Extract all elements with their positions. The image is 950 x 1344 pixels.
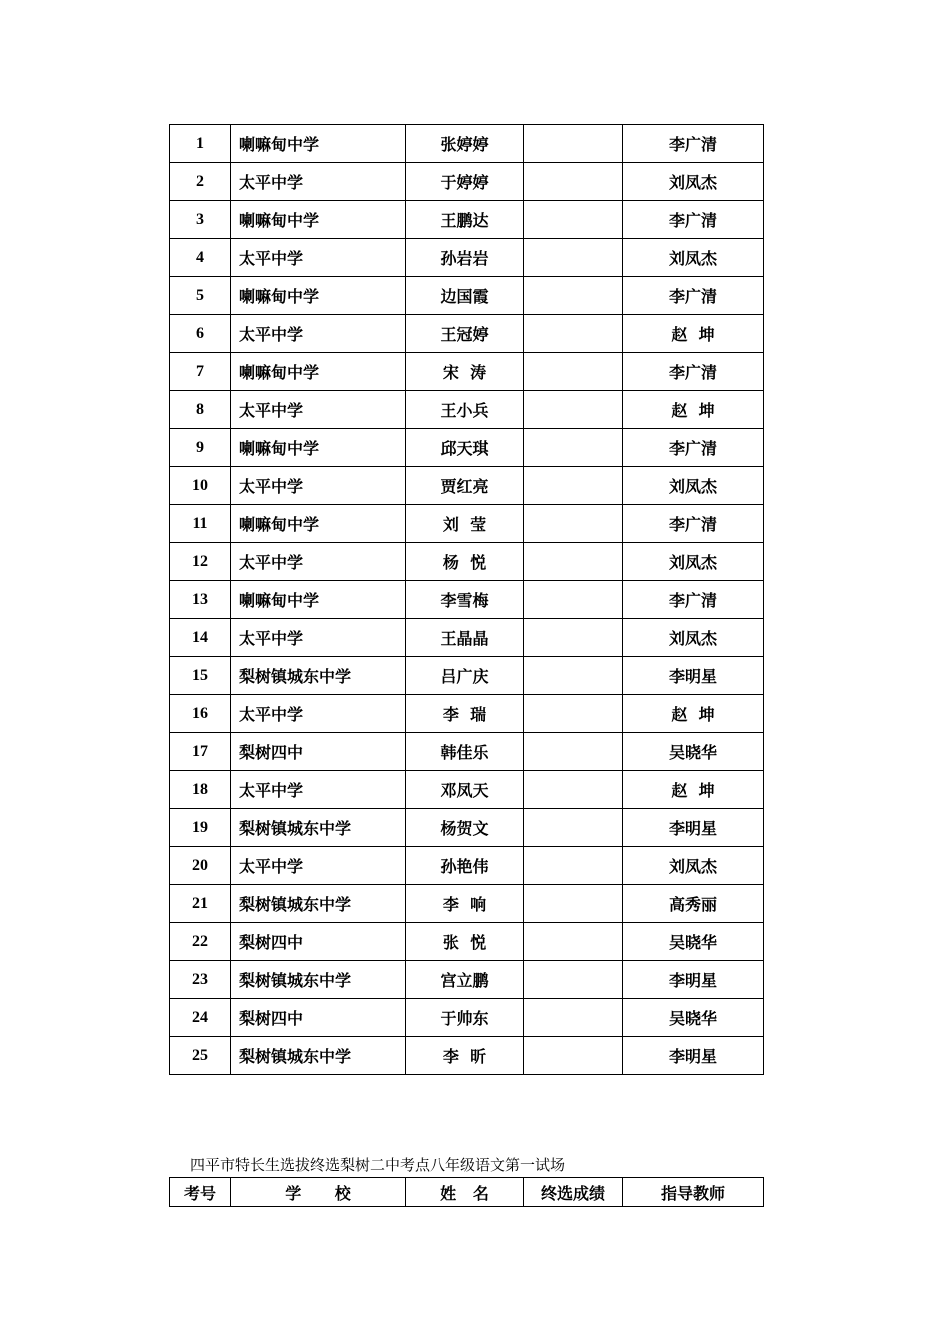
exam-number-cell: 5 bbox=[170, 277, 231, 315]
exam-number-cell: 15 bbox=[170, 657, 231, 695]
score-cell bbox=[524, 695, 623, 733]
exam-number-cell: 24 bbox=[170, 999, 231, 1037]
score-cell bbox=[524, 543, 623, 581]
exam-number-cell: 18 bbox=[170, 771, 231, 809]
teacher-cell: 吴晓华 bbox=[623, 733, 764, 771]
teacher-cell: 李明星 bbox=[623, 657, 764, 695]
header-table bbox=[169, 1177, 764, 1207]
table-row bbox=[170, 125, 764, 163]
teacher-cell: 李广清 bbox=[623, 353, 764, 391]
teacher-cell: 刘凤杰 bbox=[623, 847, 764, 885]
exam-number-cell: 20 bbox=[170, 847, 231, 885]
student-name-cell: 张婷婷 bbox=[406, 125, 524, 163]
school-cell: 太平中学 bbox=[231, 695, 406, 733]
school-cell: 太平中学 bbox=[231, 315, 406, 353]
score-cell bbox=[524, 467, 623, 505]
teacher-cell: 刘凤杰 bbox=[623, 163, 764, 201]
score-cell bbox=[524, 239, 623, 277]
student-name-cell: 李雪梅 bbox=[406, 581, 524, 619]
table-row bbox=[170, 315, 764, 353]
student-name-cell: 王冠婷 bbox=[406, 315, 524, 353]
table-row bbox=[170, 885, 764, 923]
school-cell: 梨树镇城东中学 bbox=[231, 885, 406, 923]
school-cell: 梨树四中 bbox=[231, 733, 406, 771]
student-name-cell: 宫立鹏 bbox=[406, 961, 524, 999]
header-teacher: 指导教师 bbox=[623, 1178, 764, 1207]
teacher-cell: 高秀丽 bbox=[623, 885, 764, 923]
score-cell bbox=[524, 961, 623, 999]
school-cell: 喇嘛甸中学 bbox=[231, 505, 406, 543]
teacher-cell: 李广清 bbox=[623, 201, 764, 239]
school-cell: 太平中学 bbox=[231, 847, 406, 885]
table-row bbox=[170, 353, 764, 391]
school-cell: 梨树镇城东中学 bbox=[231, 809, 406, 847]
school-cell: 太平中学 bbox=[231, 467, 406, 505]
student-name-cell: 李 响 bbox=[406, 885, 524, 923]
table-row bbox=[170, 505, 764, 543]
student-name-cell: 于婷婷 bbox=[406, 163, 524, 201]
exam-number-cell: 23 bbox=[170, 961, 231, 999]
student-name-cell: 韩佳乐 bbox=[406, 733, 524, 771]
exam-number-cell: 21 bbox=[170, 885, 231, 923]
score-cell bbox=[524, 923, 623, 961]
score-cell bbox=[524, 429, 623, 467]
table-row bbox=[170, 277, 764, 315]
school-cell: 太平中学 bbox=[231, 771, 406, 809]
student-name-cell: 杨 悦 bbox=[406, 543, 524, 581]
teacher-cell: 李广清 bbox=[623, 125, 764, 163]
school-cell: 喇嘛甸中学 bbox=[231, 201, 406, 239]
exam-number-cell: 3 bbox=[170, 201, 231, 239]
table-row bbox=[170, 999, 764, 1037]
teacher-cell: 李广清 bbox=[623, 505, 764, 543]
school-cell: 太平中学 bbox=[231, 239, 406, 277]
header-row bbox=[170, 1178, 764, 1207]
table-row bbox=[170, 847, 764, 885]
score-cell bbox=[524, 125, 623, 163]
teacher-cell: 李明星 bbox=[623, 809, 764, 847]
score-cell bbox=[524, 581, 623, 619]
exam-number-cell: 6 bbox=[170, 315, 231, 353]
student-name-cell: 孙岩岩 bbox=[406, 239, 524, 277]
score-cell bbox=[524, 885, 623, 923]
student-name-cell: 贾红亮 bbox=[406, 467, 524, 505]
school-cell: 喇嘛甸中学 bbox=[231, 277, 406, 315]
student-name-cell: 刘 莹 bbox=[406, 505, 524, 543]
table-row bbox=[170, 543, 764, 581]
table-row bbox=[170, 809, 764, 847]
header-exam-number: 考号 bbox=[170, 1178, 231, 1207]
exam-number-cell: 1 bbox=[170, 125, 231, 163]
teacher-cell: 吴晓华 bbox=[623, 923, 764, 961]
teacher-cell: 赵 坤 bbox=[623, 391, 764, 429]
score-cell bbox=[524, 353, 623, 391]
teacher-cell: 李广清 bbox=[623, 277, 764, 315]
student-name-cell: 吕广庆 bbox=[406, 657, 524, 695]
score-cell bbox=[524, 619, 623, 657]
exam-number-cell: 16 bbox=[170, 695, 231, 733]
school-cell: 梨树镇城东中学 bbox=[231, 1037, 406, 1075]
results-table bbox=[169, 124, 764, 1075]
student-name-cell: 邱天琪 bbox=[406, 429, 524, 467]
table-row bbox=[170, 467, 764, 505]
teacher-cell: 李广清 bbox=[623, 581, 764, 619]
exam-number-cell: 19 bbox=[170, 809, 231, 847]
teacher-cell: 李明星 bbox=[623, 1037, 764, 1075]
school-cell: 太平中学 bbox=[231, 163, 406, 201]
score-cell bbox=[524, 771, 623, 809]
teacher-cell: 赵 坤 bbox=[623, 771, 764, 809]
student-name-cell: 孙艳伟 bbox=[406, 847, 524, 885]
school-cell: 梨树四中 bbox=[231, 999, 406, 1037]
teacher-cell: 李广清 bbox=[623, 429, 764, 467]
exam-number-cell: 9 bbox=[170, 429, 231, 467]
exam-number-cell: 10 bbox=[170, 467, 231, 505]
table-row bbox=[170, 391, 764, 429]
score-cell bbox=[524, 999, 623, 1037]
school-cell: 太平中学 bbox=[231, 391, 406, 429]
table-row bbox=[170, 733, 764, 771]
school-cell: 喇嘛甸中学 bbox=[231, 581, 406, 619]
exam-number-cell: 4 bbox=[170, 239, 231, 277]
exam-number-cell: 13 bbox=[170, 581, 231, 619]
score-cell bbox=[524, 733, 623, 771]
teacher-cell: 刘凤杰 bbox=[623, 619, 764, 657]
table-row bbox=[170, 163, 764, 201]
student-name-cell: 宋 涛 bbox=[406, 353, 524, 391]
table-row bbox=[170, 961, 764, 999]
student-name-cell: 李 瑞 bbox=[406, 695, 524, 733]
exam-number-cell: 22 bbox=[170, 923, 231, 961]
school-cell: 太平中学 bbox=[231, 619, 406, 657]
teacher-cell: 吴晓华 bbox=[623, 999, 764, 1037]
table-row bbox=[170, 657, 764, 695]
score-cell bbox=[524, 163, 623, 201]
table-row bbox=[170, 923, 764, 961]
table-row bbox=[170, 429, 764, 467]
table-row bbox=[170, 771, 764, 809]
section-caption: 四平市特长生选拔终选梨树二中考点八年级语文第一试场 bbox=[190, 1156, 566, 1174]
exam-number-cell: 7 bbox=[170, 353, 231, 391]
exam-number-cell: 11 bbox=[170, 505, 231, 543]
exam-number-cell: 14 bbox=[170, 619, 231, 657]
school-cell: 梨树镇城东中学 bbox=[231, 961, 406, 999]
school-cell: 梨树四中 bbox=[231, 923, 406, 961]
school-cell: 太平中学 bbox=[231, 543, 406, 581]
score-cell bbox=[524, 391, 623, 429]
school-cell: 喇嘛甸中学 bbox=[231, 125, 406, 163]
table-row bbox=[170, 1037, 764, 1075]
score-cell bbox=[524, 1037, 623, 1075]
score-cell bbox=[524, 657, 623, 695]
student-name-cell: 王晶晶 bbox=[406, 619, 524, 657]
teacher-cell: 李明星 bbox=[623, 961, 764, 999]
school-cell: 喇嘛甸中学 bbox=[231, 429, 406, 467]
teacher-cell: 刘凤杰 bbox=[623, 543, 764, 581]
teacher-cell: 刘凤杰 bbox=[623, 239, 764, 277]
teacher-cell: 赵 坤 bbox=[623, 695, 764, 733]
school-cell: 喇嘛甸中学 bbox=[231, 353, 406, 391]
table-row bbox=[170, 239, 764, 277]
score-cell bbox=[524, 505, 623, 543]
score-cell bbox=[524, 277, 623, 315]
header-school: 学 校 bbox=[231, 1178, 406, 1207]
header-score: 终选成绩 bbox=[524, 1178, 623, 1207]
table-row bbox=[170, 619, 764, 657]
table-row bbox=[170, 201, 764, 239]
student-name-cell: 王鹏达 bbox=[406, 201, 524, 239]
student-name-cell: 张 悦 bbox=[406, 923, 524, 961]
exam-number-cell: 17 bbox=[170, 733, 231, 771]
exam-number-cell: 2 bbox=[170, 163, 231, 201]
teacher-cell: 刘凤杰 bbox=[623, 467, 764, 505]
score-cell bbox=[524, 201, 623, 239]
student-name-cell: 邓凤天 bbox=[406, 771, 524, 809]
exam-number-cell: 25 bbox=[170, 1037, 231, 1075]
score-cell bbox=[524, 315, 623, 353]
student-name-cell: 边国霞 bbox=[406, 277, 524, 315]
exam-number-cell: 8 bbox=[170, 391, 231, 429]
student-name-cell: 杨贺文 bbox=[406, 809, 524, 847]
school-cell: 梨树镇城东中学 bbox=[231, 657, 406, 695]
table-row bbox=[170, 695, 764, 733]
student-name-cell: 李 昕 bbox=[406, 1037, 524, 1075]
student-name-cell: 于帅东 bbox=[406, 999, 524, 1037]
table-row bbox=[170, 581, 764, 619]
student-name-cell: 王小兵 bbox=[406, 391, 524, 429]
results-table-body bbox=[170, 125, 764, 1075]
exam-number-cell: 12 bbox=[170, 543, 231, 581]
header-name: 姓 名 bbox=[406, 1178, 524, 1207]
score-cell bbox=[524, 847, 623, 885]
score-cell bbox=[524, 809, 623, 847]
teacher-cell: 赵 坤 bbox=[623, 315, 764, 353]
